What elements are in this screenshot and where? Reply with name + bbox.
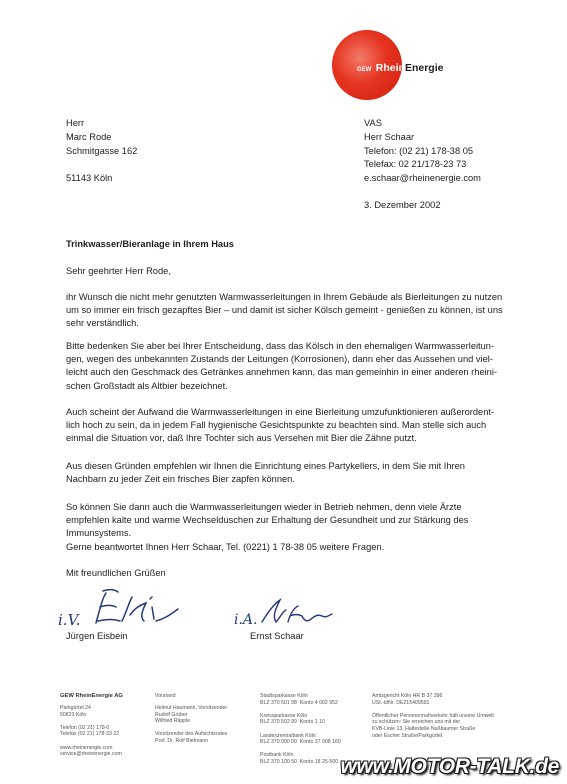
signature-left bbox=[56, 585, 186, 633]
footer-banks: Stadtsparkasse Köln BLZ 370 501 98 Konto 4 002 952 Kreissparkasse Köln BLZ 370 502 99 Konto 1 10 Landeszentralbank Köln BLZ 370 000 00 Konto 37 008 160 Postbank Köln BLZ 370 100 50 Konto 18 25-500 bbox=[260, 693, 341, 765]
logo-energie: Energie bbox=[404, 62, 444, 74]
paragraph-4: Aus diesen Gründen empfehlen wir Ihnen die Einrichtung eines Partykellers, in dem Sie mit Ihren Nachbarn zu jeder Zeit ein frisches Bier zapfen können. bbox=[66, 461, 465, 485]
company-logo bbox=[357, 58, 443, 76]
signatory-right-name: Ernst Schaar bbox=[250, 631, 304, 641]
sender-phone: Telefon: (02 21) 178-38 05 bbox=[364, 146, 474, 156]
signature-left-prefix: i.V. bbox=[58, 611, 81, 629]
footer-register: Amtsgericht Köln HR B 37 396 USt.-IdNr. DE215409591 Öffentlicher Personennahverkehr hält unsere Umwelt zu schützen: Sie erreichen uns mit der KVB-Linie 13, Haltestelle Nußbaumer Straße oder Escher Straße/Parkgürtel. bbox=[372, 693, 494, 739]
recipient-name: Marc Rode bbox=[66, 132, 112, 142]
paragraph-5: So können Sie dann auch die Warmwasserleitungen wieder in Betrieb nehmen, denn viele Ärzte empfehlen kalte und warme Wechselduschen zur Erhaltung der Gesundheit und zur Stärkung des Immunsystems. Gerne beantwortet Ihnen Herr Schaar, Tel. (0221) 1 78-38 05 weitere Fragen. bbox=[66, 502, 469, 552]
sender-fax: Telefax: 02 21/178-23 73 bbox=[364, 159, 467, 169]
footer-company: GEW RheinEnergie AG bbox=[60, 693, 123, 699]
letter-subject: Trinkwasser/Bieranlage in Ihrem Haus bbox=[66, 239, 234, 249]
paragraph-2: Bitte bedenken Sie aber bei Ihrer Entscheidung, dass das Kölsch in den ehemaligen Warmwasserleitun- gen, wegen des unbekannten Zustands der Leitungen (Korrosionen), dann eher das Aussehen und viel- leicht auch den Geschmack des Getränkes annehmen kann, das man gemeinhin in einer anderen rheini- schen Großstadt als Altbier bezeichnet. bbox=[66, 341, 498, 391]
signature-right bbox=[232, 594, 342, 634]
footer-board: Helmut Haumann, Vorsitzender Rudolf Gruber Wilfried Räpple Vorsitzender des Aufsichtsrates Prof. Dr. Rolf Bietmann bbox=[155, 705, 228, 744]
sender-dept: VAS bbox=[364, 118, 382, 128]
logo-prefix: GEW bbox=[357, 67, 372, 73]
recipient-city: 51143 Köln bbox=[66, 173, 113, 183]
paragraph-3: Auch scheint der Aufwand die Warmwasserleitungen in eine Bierleitung umzufunktionieren außerordent- lich hoch zu sein, da in jedem Fall hygienische Gesichtspunkte zu beachten sind. Man stelle sich auch einmal die Situation vor, daß Ihre Tochter sich aus Versehen mit Bier die Zähne putzt. bbox=[66, 407, 495, 444]
signatory-left-name: Jürgen Eisbein bbox=[66, 631, 128, 641]
sender-email[interactable]: e.schaar@rheinenergie.com bbox=[364, 173, 481, 183]
letter-closing: Mit freundlichen Grüßen bbox=[66, 568, 166, 578]
logo-rhein: Rhein bbox=[375, 62, 405, 74]
sender-name: Herr Schaar bbox=[364, 132, 415, 142]
paragraph-1: ihr Wunsch die nicht mehr genutzten Warmwasserleitungen in Ihrem Gebäude als Bierleitungen zu nutzen um so immer ein frisch gezapftes Bier – und damit ist sicher Kölsch gemeint - genießen zu können, ist uns sehr verständlich. bbox=[66, 292, 503, 329]
letter-date: 3. Dezember 2002 bbox=[364, 200, 441, 210]
signature-right-prefix: i.A. bbox=[234, 612, 258, 628]
footer-board-title: Vorstand bbox=[155, 693, 176, 699]
watermark: www.MOTOR-TALK.de bbox=[340, 755, 559, 778]
recipient-salutation: Herr bbox=[66, 118, 85, 128]
recipient-street: Schmitgasse 162 bbox=[66, 146, 138, 156]
letter-greeting: Sehr geehrter Herr Rode, bbox=[66, 266, 171, 276]
footer-address: Parkgürtel 24 50823 Köln Telefon (02 21) 178-0 Telefax (02 21) 178-33 22 www.rheinenergie.com service@rheinenergie.com bbox=[60, 705, 122, 758]
